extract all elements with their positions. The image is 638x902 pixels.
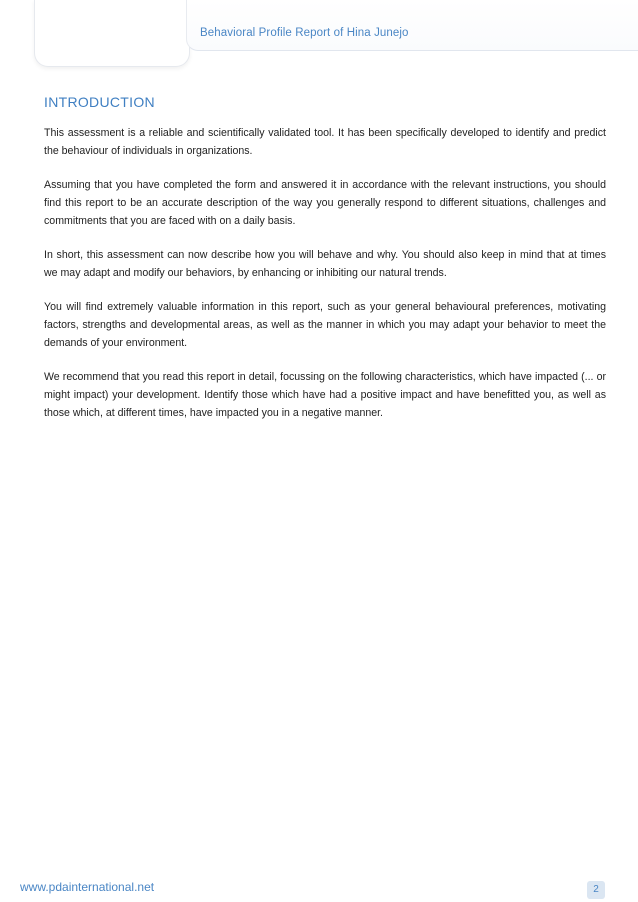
main-content <box>44 94 606 438</box>
report-title: Behavioral Profile Report of Hina Junejo <box>200 27 409 39</box>
paragraph-2: Assuming that you have completed the form and answered it in accordance with the relevant instructions, you should find this report to be an accurate description of the way you generally respond to different situations, challenges and commitments that you are faced with on a daily basis. <box>44 179 606 227</box>
header-bar <box>186 0 638 51</box>
paragraph-4: You will find extremely valuable information in this report, such as your general behavioural preferences, motivating factors, strengths and developmental areas, as well as the manner in which you may adapt your behavior to meet the demands of your environment. <box>44 301 606 349</box>
section-heading: INTRODUCTION <box>44 94 155 110</box>
paragraph-1: This assessment is a reliable and scientifically validated tool. It has been specifically developed to identify and predict the behaviour of individuals in organizations. <box>44 127 606 157</box>
header-tab <box>34 0 190 67</box>
footer-website-link[interactable]: www.pdainternational.net <box>20 880 155 894</box>
page-number-badge: 2 <box>587 881 605 899</box>
paragraph-5: We recommend that you read this report in detail, focussing on the following characteristics, which have impacted (... or might impact) your development. Identify those which have had a positive impact and have benefitted you, as well as those which, at different times, have impacted you in a negative manner. <box>44 371 606 419</box>
paragraph-3: In short, this assessment can now describe how you will behave and why. You should also keep in mind that at times we may adapt and modify our behaviors, by enhancing or inhibiting our natural trends. <box>44 249 606 279</box>
